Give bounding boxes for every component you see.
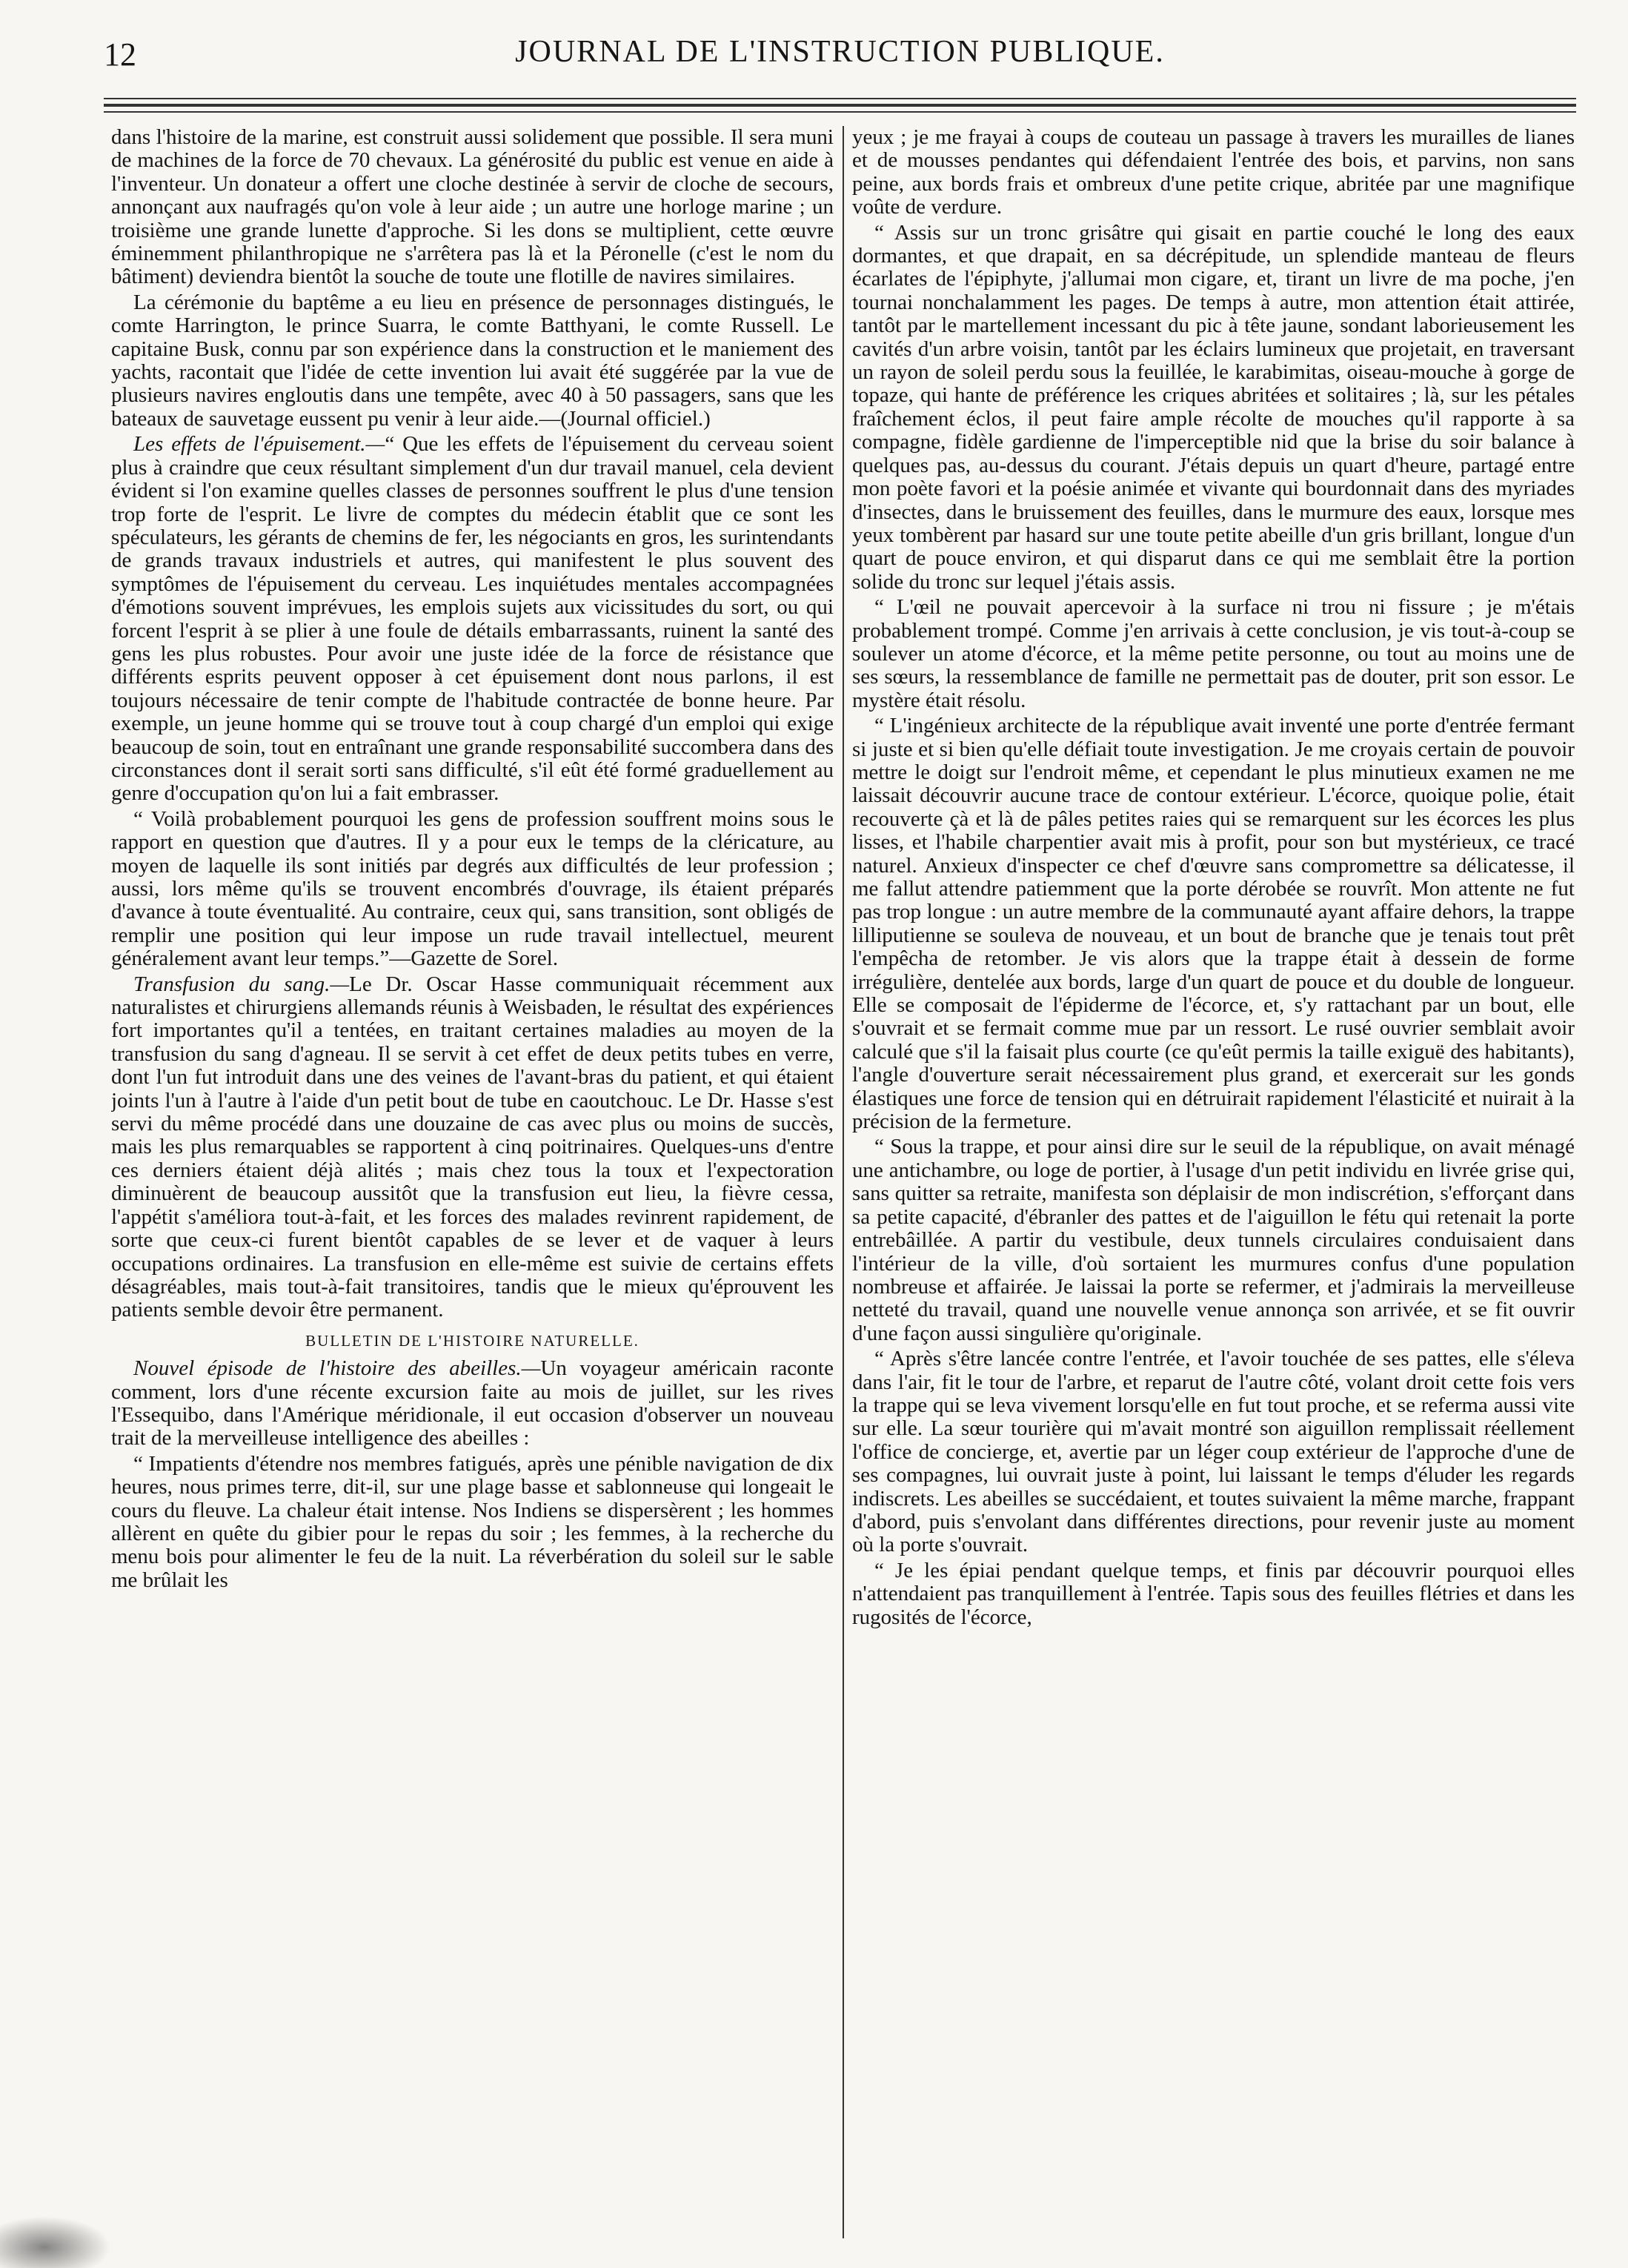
paragraph: “ Sous la trappe, et pour ainsi dire sur le seuil de la république, on avait ménagé une antichambre, ou loge de portier, à l'usage d'un petit individu en livrée grise qui, sans quitter sa retraite, manifesta son déplaisir de mon indiscrétion, s'efforçant dans sa petite capacité, d'ébranler des pattes et de l'aiguillon le fétu qui retenait la porte entrebâillée. A partir du vestibule, deux tunnels circulaires conduisaient dans l'intérieur de la ville, d'où sortaient les murmures confus d'une population nombreuse et affairée. Je laissai la porte se refermer, et j'admirais la merveilleuse netteté du travail, quand une nouvelle venue annonça son arrivée, et se fit ouvrir d'une façon aussi singulière qu'originale. <box>852 1135 1575 1345</box>
article-lead: Les effets de l'épuisement.— <box>133 432 385 457</box>
article-body: Le Dr. Oscar Hasse communiquait récemment aux naturalistes et chirurgiens allemands réunis à Weisbaden, le résultat des expériences fort importantes qu'il a tentées, en traitant certaines maladies au moyen de la transfusion du sang d'agneau. Il se servit à cet effet de deux petits tubes en verre, dont l'un fut introduit dans une des veines de l'avant-bras du patient, et qui étaient joints l'un à l'autre à l'aide d'un petit bout de tube en caoutchouc. Le Dr. Hasse s'est servi du même procédé dans une douzaine de cas avec plus ou moins de succès, mais les plus remarquables se rapportent à cinq poitrinaires. Quelques-uns d'entre ces derniers étaient déjà alités ; mais chez tous la toux et l'expectoration diminuèrent de beaucoup aussitôt que la transfusion eut lieu, la fièvre cessa, l'appétit s'améliora tout-à-fait, et les forces des malades revinrent rapidement, de sorte que ceux-ci furent bientôt capables de se lever et de vaquer à leurs occupations ordinaires. La transfusion en elle-même est suivie de certains effets désagréables, mais tout-à-fait transitoires, tandis que le mieux qu'éprouvent les patients semble devoir être permanent. <box>111 972 834 1322</box>
paragraph: “ Voilà probablement pourquoi les gens de profession souffrent moins sous le rapport en question que d'autres. Il y a pour eux le temps de la cléricature, au moyen de laquelle ils sont initiés par degrés aux difficultés de leur profession ; aussi, lors même qu'ils se trouvent encombrés d'ouvrage, ils étaient préparés d'avance à toute éventualité. Au contraire, ceux qui, sans transition, sont obligés de remplir une position qui leur impose un rude travail intellectuel, meurent généralement avant leur temps.”—Gazette de Sorel. <box>111 806 834 971</box>
paragraph: yeux ; je me frayai à coups de couteau un passage à travers les murailles de lianes et de mousses pendantes qui défendaient l'entrée des bois, et parvins, non sans peine, aux bords frais et ombreux d'une petite crique, abritée par une magnifique voûte de verdure. <box>852 126 1575 219</box>
paragraph: dans l'histoire de la marine, est construit aussi solidement que possible. Il sera muni de machines de la force de 70 chevaux. La générosité du public est venue en aide à l'inventeur. Un donateur a offert une cloche destinée à servir de cloche de secours, annonçant aux naufragés qu'on vole à leur aide ; un autre une horloge marine ; un troisième une grande lunette d'approche. Si les dons se multiplient, cette œuvre éminemment philanthropique ne s'arrêtera pas là et la Péronelle (c'est le nom du bâtiment) deviendra bientôt la souche de toute une flotille de navires similaires. <box>111 126 834 289</box>
right-column <box>852 126 1575 2238</box>
article-body: “ Que les effets de l'épuisement du cerveau soient plus à craindre que ceux résultant simplement d'un dur travail manuel, cela devient évident si l'on examine quelles classes de personnes souffrent le plus d'une tension trop forte de l'esprit. Le livre de comptes du médecin établit que ce sont les spéculateurs, les gérants de chemins de fer, les négociants en gros, les surintendants de grands travaux industriels et autres, qui manifestent le plus souvent des symptômes de l'épuisement du cerveau. Les inquiétudes mentales accompagnées d'émotions souvent imprévues, les emplois sujets aux vicissitudes du sort, ou qui forcent l'esprit à se plier à une foule de détails embarrassants, ruinent la santé des gens les plus robustes. Pour avoir une juste idée de la force de résistance que différents esprits peuvent opposer à cet épuisement dont nous parlons, il est toujours nécessaire de tenir compte de l'habitude contractée de bonne heure. Par exemple, un jeune homme qui se trouve tout à coup chargé d'un emploi qui exige beaucoup de soin, tout en entraînant une grande responsabilité succombera dans des circonstances dont il serait sorti sans difficulté, s'il eût été formé graduellement au genre d'occupation qu'on lui a fait embrasser. <box>111 432 834 806</box>
left-column <box>111 126 834 2238</box>
header-rule <box>104 98 1576 99</box>
article-effets-epuisement <box>111 433 834 806</box>
article-body: Un voyageur américain raconte comment, lors d'une récente excursion faite au mois de juillet, sur les rives l'Essequibo, dans l'Amérique méridionale, il eut occasion d'observer un nouveau trait de la merveilleuse intelligence des abeilles : <box>111 1356 834 1450</box>
paragraph: “ Je les épiai pendant quelque temps, et finis par découvrir pourquoi elles n'attendaient pas tranquillement à l'entrée. Tapis sous des feuilles flétries et dans les rugosités de l'écorce, <box>852 1558 1575 1629</box>
header-rule-lower <box>104 111 1576 113</box>
article-abeilles <box>111 1357 834 1450</box>
section-heading: BULLETIN DE L'HISTOIRE NATURELLE. <box>305 1331 639 1350</box>
article-lead: Nouvel épisode de l'histoire des abeilles.— <box>133 1356 541 1381</box>
column-divider <box>843 126 844 2238</box>
paragraph: “ L'œil ne pouvait apercevoir à la surface ni trou ni fissure ; je m'étais probablement trompé. Comme j'en arrivais à cette conclusion, je vis tout-à-coup se soulever un atome d'écorce, et la même petite personne, ou tout au moins une de ses sœurs, la ressemblance de famille ne permettait pas de douter, prit son essor. Le mystère était résolu. <box>852 595 1575 712</box>
paragraph: “ Assis sur un tronc grisâtre qui gisait en partie couché le long des eaux dormantes, et que drapait, en sa décrépitude, un splendide manteau de fleurs écarlates de l'épiphyte, j'allumai mon cigare, et, tirant un livre de ma poche, j'en tournai nonchalamment les pages. De temps à autre, mon attention était attirée, tantôt par le martellement incessant du pic à tête jaune, sondant laborieusement les cavités d'un arbre voisin, tantôt par les éclairs lumineux que projetait, en traversant un rayon de soleil perdu sous la feuillée, le karabimitas, oiseau-mouche à gorge de topaze, qui hante de préférence les criques abritées et solitaires ; là, sur les pétales fraîchement éclos, il peut faire ample récolte de mouches qu'il rapporte à sa compagne, fidèle gardienne de l'imperceptible nid que la brise du soir balance à quelques pas, au-dessus du courant. J'étais depuis un quart d'heure, partagé entre mon poète favori et la poésie animée et vivante qui bourdonnait dans des myriades d'insectes, dans le bruissement des feuilles, dans le murmure des eaux, lorsque mes yeux tombèrent par hasard sur une toute petite abeille d'un gris brillant, longue d'un quart de pouce environ, et qui disparut dans ce qui me semblait être la portion solide du tronc sur lequel j'étais assis. <box>852 220 1575 594</box>
page-header <box>104 30 1576 82</box>
ink-smudge <box>0 2216 111 2268</box>
paragraph: “ L'ingénieux architecte de la république avait inventé une porte d'entrée fermant si juste et si bien qu'elle défiait toute investigation. Je me croyais certain de pouvoir mettre le doigt sur l'endroit même, et cependant le plus minutieux examen ne me laissait découvrir aucune trace de contour extérieur. L'écorce, quoique polie, était recouverte çà et là de pâles petites raies qui se remarquent sur les écorces les plus lisses, et l'habile charpentier avait mis à profit, pour son but mystérieux, ce tracé naturel. Anxieux d'inspecter ce chef d'œuvre sans compromettre sa délicatesse, il me fallut attendre patiemment que la porte dérobée se rouvrît. Mon attente ne fut pas trop longue : un autre membre de la communauté ayant affaire dehors, la trappe lilliputienne se souleva de nouveau, et un bout de branche que je tenais tout prêt l'empêcha de retomber. Je vis alors que la trappe était à dessein de forme irrégulière, dentelée aux bords, large d'un quart de pouce et du double de longueur. Elle se composait de l'épiderme de l'écorce, et, s'y rattachant par un bout, elle s'ouvrait et se fermait comme mue par un ressort. Le rusé ouvrier semblait avoir calculé que s'il la faisait plus courte (ce qu'eût permis la taille exiguë des habitants), l'angle d'ouverture serait nécessairement plus grand, et exercerait sur les gonds élastiques une force de tension qui en détruirait rapidement l'élasticité et nuirait à la précision de la fermeture. <box>852 714 1575 1134</box>
running-title: JOURNAL DE L'INSTRUCTION PUBLIQUE. <box>515 35 1165 69</box>
paragraph: “ Après s'être lancée contre l'entrée, et l'avoir touchée de ses pattes, elle s'éleva dans l'air, fit le tour de l'arbre, et reparut de l'autre côté, volant droit cette fois vers la trappe qui se leva vivement lorsqu'elle en fut tout proche, et se referma aussi vite sur elle. La sœur tourière qui m'avait montré son aiguillon remplissait réellement l'office de concierge, et, avertie par un léger coup extérieur de l'approche d'une de ses compagnes, lui ouvrait juste à point, lui laissant le temps d'éluder les regards indiscrets. Les abeilles se succédaient, et toutes suivaient la même marche, frappant d'abord, puis s'envolant dans différentes directions, pour revenir juste au moment où la porte s'ouvrait. <box>852 1347 1575 1557</box>
paragraph: “ Impatients d'étendre nos membres fatigués, après une pénible navigation de dix heures, nous primes terre, dit-il, sur une plage basse et sablonneuse qui longeait le cours du fleuve. La chaleur était intense. Nos Indiens se dispersèrent ; les hommes allèrent en quête du gibier pour le repas du soir ; les femmes, à la recherche du menu bois pour alimenter le feu de la nuit. La réverbération du soleil sur le sable me brûlait les <box>111 1451 834 1592</box>
header-rule-thick <box>104 104 1576 107</box>
page-number: 12 <box>104 36 136 73</box>
article-transfusion <box>111 973 834 1322</box>
paragraph: La cérémonie du baptême a eu lieu en présence de personnages distingués, le comte Harrington, le prince Suarra, le comte Batthyani, le comte Russell. Le capitaine Busk, connu par son expérience dans la construction et le maniement des yachts, racontait que l'idée de cette invention lui avait été suggérée par la vue de plusieurs navires engloutis dans une tempête, avec 40 à 50 passagers, sans que les bateaux de sauvetage eussent pu venir à leur aide.—(Journal officiel.) <box>111 290 834 431</box>
article-lead: Transfusion du sang.— <box>133 972 350 996</box>
